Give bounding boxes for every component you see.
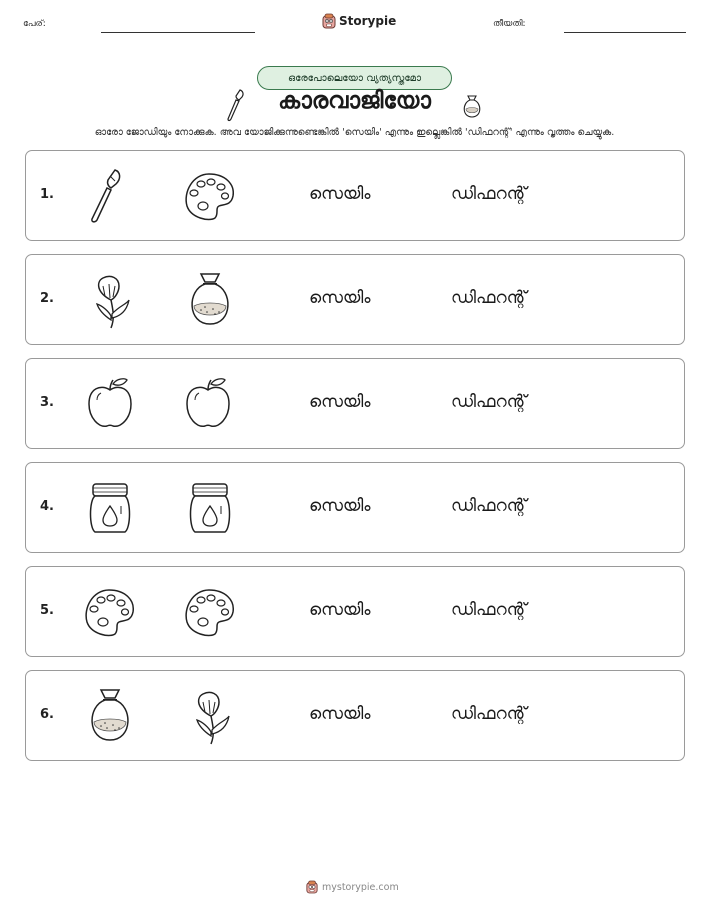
same-option[interactable]: സെയിം [309,184,371,204]
different-option[interactable]: ഡിഫറന്റ് [451,184,527,204]
same-option[interactable]: സെയിം [309,600,371,620]
question-number: 6. [40,707,54,722]
different-option[interactable]: ഡിഫറന്റ് [451,496,527,516]
paint-jar-icon [181,478,239,538]
flower-icon [181,686,239,746]
apple-icon [179,374,237,434]
same-option[interactable]: സെയിം [309,288,371,308]
pouch-icon [460,93,484,123]
question-row-4 [25,462,685,553]
pouch-icon [81,686,139,746]
pouch-icon [181,270,239,330]
paintbrush-icon [79,166,137,226]
worksheet-title: കാരവാജിയോ [278,88,431,114]
instructions: ഓരോ ജോഡിയും നോക്കുക. അവ യോജിക്കുന്നുണ്ടെങ്കിൽ 'സെയിം' എന്നും ഇല്ലെങ്കിൽ 'ഡിഫറന്റ്' എന്നും വൃത്തം ചെയ്യുക. [94,127,615,138]
different-option[interactable]: ഡിഫറന്റ് [451,392,527,412]
different-option[interactable]: ഡിഫറന്റ് [451,600,527,620]
question-row-3 [25,358,685,449]
storypie-logo [322,13,396,29]
question-number: 2. [40,291,54,306]
date-field-line[interactable] [564,32,686,33]
question-number: 4. [40,499,54,514]
footer-site-link[interactable]: mystorypie.com [322,881,399,893]
storypie-mascot-icon [306,880,318,894]
same-option[interactable]: സെയിം [309,392,371,412]
different-option[interactable]: ഡിഫറന്റ് [451,288,527,308]
question-row-2 [25,254,685,345]
footer [306,880,399,894]
name-label: പേര്: [23,19,46,29]
palette-icon [179,166,237,226]
name-field-line[interactable] [101,32,255,33]
same-option[interactable]: സെയിം [309,704,371,724]
brand-name: Storypie [339,14,397,28]
question-row-6 [25,670,685,761]
different-option[interactable]: ഡിഫറന്റ് [451,704,527,724]
storypie-mascot-icon [322,13,336,29]
date-label: തീയതി: [493,19,526,29]
question-number: 3. [40,395,54,410]
question-number: 5. [40,603,54,618]
flower-icon [81,270,139,330]
palette-icon [179,582,237,642]
palette-icon [79,582,137,642]
category-pill: ഒരേപോലെയോ വ്യത്യസ്തമോ [257,66,452,90]
same-option[interactable]: സെയിം [309,496,371,516]
question-row-5 [25,566,685,657]
question-row-1 [25,150,685,241]
apple-icon [81,374,139,434]
paint-jar-icon [81,478,139,538]
question-number: 1. [40,187,54,202]
